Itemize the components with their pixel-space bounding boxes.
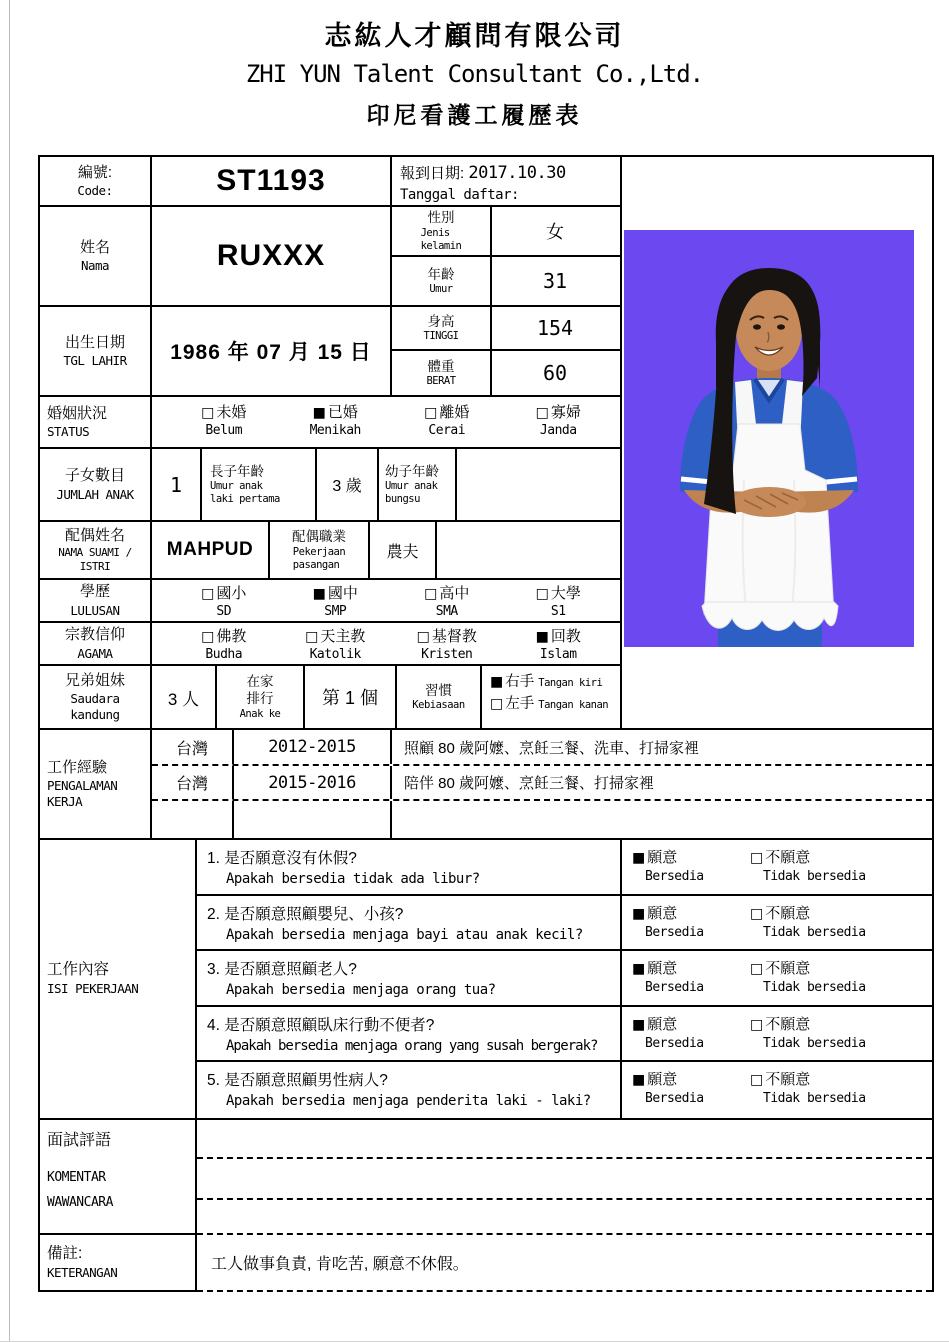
checkbox-checked: ■ <box>490 674 504 690</box>
name-value-cell <box>152 207 392 305</box>
children-count: 1 <box>169 472 183 497</box>
option-id: Kristen <box>421 647 473 662</box>
spouse-job-label-zh: 配偶職業 <box>292 529 346 545</box>
eldest-label-zh: 長子年齡 <box>210 463 264 479</box>
option-zh: 未婚 <box>216 404 247 421</box>
answer-willing <box>632 846 750 894</box>
hand-option-right <box>490 672 620 694</box>
checkbox-unchecked: □ <box>750 905 764 922</box>
spouse-job-cell <box>370 522 437 578</box>
question-text <box>197 951 622 1005</box>
eldest-age-cell <box>317 449 379 520</box>
religion-option-budha <box>168 625 280 662</box>
name-label-id: Nama <box>80 258 110 273</box>
option-id: Tidak bersedia <box>763 869 866 884</box>
habit-label-zh: 習慣 <box>425 682 452 698</box>
marital-options <box>152 397 622 447</box>
religion-option-islam <box>503 625 615 662</box>
option-zh: 願意 <box>647 904 678 922</box>
question-text <box>197 840 622 894</box>
option-zh: 願意 <box>647 1015 678 1033</box>
code-value: ST1193 <box>216 164 326 197</box>
rank-value: 第 1 個 <box>321 688 378 708</box>
option-id: Bersedia <box>645 1091 704 1107</box>
question-row-5 <box>197 1062 932 1118</box>
youngest-label-zh: 幼子年齡 <box>385 463 439 479</box>
option-id: Belum <box>205 423 243 438</box>
job-content-label <box>40 840 197 1118</box>
children-label-id: JUMLAH ANAK <box>56 486 134 502</box>
habit-label <box>397 666 482 728</box>
gender-label-zh: 性別 <box>427 210 455 226</box>
eldest-label <box>202 449 317 520</box>
checkbox-unchecked: □ <box>535 586 549 602</box>
education-option-sd <box>168 582 280 619</box>
marital-label-id: STATUS <box>47 424 90 439</box>
answer-unwilling <box>750 902 866 950</box>
work-exp-label-id1: PENGALAMAN <box>47 777 118 793</box>
checkbox-unchecked: □ <box>305 629 319 645</box>
checkbox-unchecked: □ <box>201 629 215 645</box>
siblings-label-id: Saudara kandung <box>70 690 120 723</box>
checkbox-unchecked: □ <box>750 961 764 978</box>
work-desc: 照顧 80 歲阿嬤、烹飪三餐、洗車、打掃家裡 <box>404 739 700 757</box>
work-place <box>152 801 234 838</box>
job-content-label-id: ISI PEKERJAAN <box>47 981 139 997</box>
question-text <box>197 1007 622 1061</box>
option-zh: 回教 <box>550 628 581 645</box>
remarks-value: 工人做事負責, 肯吃苦, 願意不休假。 <box>197 1235 932 1292</box>
spouse-job-label <box>270 522 370 578</box>
checkbox-unchecked: □ <box>750 1016 764 1033</box>
marital-label <box>40 397 152 447</box>
birth-label-zh: 出生日期 <box>64 333 125 351</box>
rank-value-cell <box>305 666 397 728</box>
gender-row <box>392 207 620 257</box>
option-id: Tidak bersedia <box>763 980 866 996</box>
work-exp-row-2 <box>152 766 932 801</box>
interview-label <box>40 1120 197 1235</box>
religion-label <box>40 623 152 664</box>
religion-label-id: AGAMA <box>77 645 113 661</box>
row-children <box>40 449 622 522</box>
option-zh: 已婚 <box>327 404 358 421</box>
code-label-zh: 編號: <box>77 163 113 181</box>
height-label-zh: 身高 <box>427 313 455 329</box>
gender-label <box>392 207 492 255</box>
option-zh: 願意 <box>647 849 678 866</box>
hand-option-left <box>490 694 620 716</box>
option-zh: 天主教 <box>320 628 366 645</box>
question-zh: 3. 是否願意照顧老人? <box>207 961 357 979</box>
answer-cell <box>622 1007 932 1061</box>
option-zh: 寡婦 <box>550 404 581 421</box>
code-value-cell <box>152 157 392 205</box>
job-content-label-zh: 工作內容 <box>47 961 110 979</box>
option-id: Bersedia <box>645 1035 704 1051</box>
religion-options <box>152 623 622 664</box>
height-weight-block <box>392 307 622 395</box>
option-id: Cerai <box>428 423 466 438</box>
eldest-label-id1: Umur anak <box>210 480 263 493</box>
spouse-label-zh: 配偶姓名 <box>64 526 125 544</box>
row-siblings <box>40 666 622 730</box>
spouse-label-id: NAMA SUAMI / ISTRI <box>58 545 132 574</box>
question-id: Apakah bersedia tidak ada libur? <box>226 871 480 887</box>
option-id: Tidak bersedia <box>763 924 866 940</box>
education-option-sma <box>391 582 503 619</box>
checkbox-unchecked: □ <box>201 586 215 602</box>
question-row-3 <box>197 951 932 1007</box>
spouse-job-label-id: Pekerjaan pasangan <box>292 545 346 571</box>
education-option-smp <box>280 582 392 619</box>
birth-label-id: TGL LAHIR <box>63 353 127 368</box>
name-value: RUXXX <box>216 239 326 272</box>
option-id: Bersedia <box>645 924 704 940</box>
report-date-label-zh: 報到日期: <box>400 165 465 182</box>
document-header <box>0 14 949 130</box>
checkbox-checked: ■ <box>632 961 646 978</box>
checkbox-checked: ■ <box>312 405 326 421</box>
checkbox-checked: ■ <box>632 1072 646 1089</box>
work-exp-label <box>40 730 152 838</box>
company-name-en: ZHI YUN Talent Consultant Co.,Ltd. <box>245 60 704 88</box>
checkbox-unchecked: □ <box>416 629 430 645</box>
children-label <box>40 449 152 520</box>
answer-unwilling <box>750 846 866 894</box>
row-name <box>40 207 622 307</box>
weight-value: 60 <box>542 361 568 385</box>
work-exp-row-1 <box>152 730 932 766</box>
option-zh: 左手 <box>505 695 535 712</box>
remarks-label-id: KETERANGAN <box>47 1264 118 1280</box>
comment-line <box>197 1200 932 1235</box>
report-date-line <box>400 162 620 183</box>
checkbox-checked: ■ <box>312 586 326 602</box>
spouse-empty-cell <box>437 522 622 578</box>
siblings-label <box>40 666 152 728</box>
checkbox-checked: ■ <box>632 1016 646 1033</box>
work-period <box>234 801 392 838</box>
row-work-experience <box>40 730 932 840</box>
gender-value: 女 <box>546 222 564 242</box>
checkbox-checked: ■ <box>632 905 646 922</box>
question-text <box>197 1062 622 1118</box>
age-value: 31 <box>542 269 568 293</box>
report-date-value: 2017.10.30 <box>468 163 566 183</box>
answer-cell <box>622 840 932 894</box>
answer-willing <box>632 1068 750 1118</box>
birth-value-cell <box>152 307 392 395</box>
option-id: SMA <box>435 604 458 619</box>
age-label-id: Umur <box>429 283 453 296</box>
spouse-job: 農夫 <box>386 543 419 561</box>
birth-value: 1986 年 07 月 15 日 <box>170 341 372 364</box>
eldest-age: 3 歲 <box>332 478 362 495</box>
option-id: Bersedia <box>645 980 704 996</box>
education-label-zh: 學歷 <box>79 583 110 601</box>
option-id: Bersedia <box>645 869 704 884</box>
option-zh: 不願意 <box>765 849 811 866</box>
option-zh: 大學 <box>550 585 581 602</box>
option-id: SD <box>216 604 232 619</box>
name-label <box>40 207 152 305</box>
option-id: Budha <box>205 647 243 662</box>
rank-label <box>217 666 305 728</box>
question-zh: 1. 是否願意沒有休假? <box>207 850 357 867</box>
education-option-s1 <box>503 582 615 619</box>
option-id: SMP <box>324 604 347 619</box>
option-zh: 願意 <box>647 960 678 978</box>
checkbox-unchecked: □ <box>750 850 764 866</box>
age-label <box>392 257 492 305</box>
option-zh: 不願意 <box>765 960 811 978</box>
religion-label-zh: 宗教信仰 <box>64 626 125 644</box>
checkbox-unchecked: □ <box>490 695 504 712</box>
job-content-questions <box>197 840 932 1118</box>
question-text <box>197 896 622 950</box>
age-row <box>392 257 620 305</box>
marital-label-zh: 婚姻狀況 <box>47 404 108 422</box>
work-desc <box>392 801 932 838</box>
question-row-1 <box>197 840 932 896</box>
option-id: Tidak bersedia <box>763 1035 866 1051</box>
rank-label-id: Anak ke <box>239 707 281 720</box>
hand-options <box>482 666 622 728</box>
rank-label-zh: 在家 排行 <box>246 673 274 707</box>
eldest-label-id2: laki pertama <box>210 493 280 506</box>
age-value-cell <box>492 257 618 305</box>
age-label-zh: 年齡 <box>427 266 455 282</box>
option-zh: 不願意 <box>765 1015 811 1033</box>
question-id: Apakah bersedia menjaga penderita laki - laki? <box>226 1093 591 1110</box>
answer-unwilling <box>750 1068 866 1118</box>
siblings-label-zh: 兄弟姐妹 <box>64 671 125 689</box>
report-date-cell <box>392 157 622 205</box>
checkbox-unchecked: □ <box>201 405 215 421</box>
row-spouse <box>40 522 622 580</box>
birth-label <box>40 307 152 395</box>
option-zh: 願意 <box>647 1071 678 1089</box>
height-value-cell <box>492 307 618 349</box>
religion-option-kristen <box>391 625 503 662</box>
youngest-label-id1: Umur anak <box>385 480 438 493</box>
marital-option-divorced <box>391 401 503 445</box>
children-count-cell <box>152 449 202 520</box>
children-label-zh: 子女數目 <box>64 467 125 485</box>
height-label-id: TINGGI <box>423 330 459 343</box>
row-remarks <box>40 1235 932 1292</box>
weight-label-id: BERAT <box>426 375 456 388</box>
marital-option-single <box>168 401 280 445</box>
applicant-photo <box>624 230 914 647</box>
code-label <box>40 157 152 205</box>
question-row-2 <box>197 896 932 952</box>
gender-value-cell <box>492 207 618 255</box>
work-exp-label-id2: KERJA <box>47 794 83 810</box>
row-marital <box>40 397 622 449</box>
question-id: Apakah bersedia menjaga bayi atau anak kecil? <box>226 926 583 943</box>
company-name-zh: 志紘人才顧問有限公司 <box>324 21 625 51</box>
row-birth <box>40 307 622 397</box>
option-zh: 基督教 <box>431 628 477 645</box>
question-id: Apakah bersedia menjaga orang yang susah bergerak? <box>226 1037 598 1054</box>
answer-cell <box>622 1062 932 1118</box>
youngest-label-id2: bungsu <box>385 493 420 506</box>
religion-option-katolik <box>280 625 392 662</box>
work-exp-rows <box>152 730 932 838</box>
row-job-content <box>40 840 932 1120</box>
checkbox-unchecked: □ <box>750 1072 764 1089</box>
report-date-label-id: Tanggal daftar: <box>400 187 519 203</box>
spouse-name-cell <box>152 522 270 578</box>
weight-label-zh: 體重 <box>427 358 455 374</box>
answer-unwilling <box>750 1013 866 1061</box>
checkbox-unchecked: □ <box>424 586 438 602</box>
option-zh: 國中 <box>327 585 358 602</box>
gender-age-block <box>392 207 622 305</box>
option-zh: 不願意 <box>765 904 811 922</box>
code-label-id: Code: <box>77 183 113 198</box>
comment-line <box>197 1159 932 1200</box>
work-period: 2015-2016 <box>234 766 392 799</box>
option-zh: 離婚 <box>439 404 470 421</box>
checkbox-checked: ■ <box>535 629 549 645</box>
question-zh: 2. 是否願意照顧嬰兒、小孩? <box>207 905 404 923</box>
option-zh: 高中 <box>439 585 470 602</box>
spouse-label <box>40 522 152 578</box>
work-exp-label-zh: 工作經驗 <box>47 758 108 776</box>
question-zh: 4. 是否願意照顧臥床行動不便者? <box>207 1016 435 1034</box>
marital-option-widow <box>503 401 615 445</box>
option-id: Menikah <box>309 423 361 438</box>
option-id: Tangan kanan <box>538 698 609 711</box>
answer-willing <box>632 957 750 1005</box>
checkbox-unchecked: □ <box>424 405 438 421</box>
weight-row <box>392 351 620 395</box>
work-place: 台灣 <box>152 766 234 799</box>
option-zh: 佛教 <box>216 628 247 645</box>
weight-value-cell <box>492 351 618 395</box>
comment-line <box>197 1120 932 1159</box>
interview-label-id1: KOMENTAR <box>47 1169 106 1185</box>
resume-table <box>38 155 934 1292</box>
row-code <box>40 157 622 207</box>
question-zh: 5. 是否願意照顧男性病人? <box>207 1072 388 1090</box>
height-value: 154 <box>536 316 574 340</box>
name-label-zh: 姓名 <box>79 238 110 256</box>
question-row-4 <box>197 1007 932 1063</box>
option-id: Tangan kiri <box>538 677 603 689</box>
option-id: Janda <box>539 423 577 438</box>
row-education <box>40 580 622 623</box>
option-zh: 國小 <box>216 585 247 602</box>
form-title: 印尼看護工履歷表 <box>366 102 583 128</box>
answer-willing <box>632 902 750 950</box>
work-desc: 陪伴 80 歲阿嬤、烹飪三餐、打掃家裡 <box>404 775 655 792</box>
question-id: Apakah bersedia menjaga orang tua? <box>226 982 496 999</box>
interview-comment-area <box>197 1120 932 1235</box>
checkbox-checked: ■ <box>632 850 646 866</box>
photo-cell <box>622 157 932 730</box>
remarks-label-zh: 備註: <box>47 1244 83 1262</box>
height-label <box>392 307 492 349</box>
education-options <box>152 580 622 621</box>
remarks-label <box>40 1235 197 1292</box>
answer-unwilling <box>750 957 866 1005</box>
marital-option-married <box>280 401 392 445</box>
option-zh: 右手 <box>505 674 535 690</box>
row-interview <box>40 1120 932 1235</box>
work-exp-row-3 <box>152 801 932 838</box>
answer-willing <box>632 1013 750 1061</box>
work-period: 2012-2015 <box>234 730 392 764</box>
option-zh: 不願意 <box>765 1071 811 1089</box>
option-id: Katolik <box>309 647 361 662</box>
siblings-count-cell <box>152 666 217 728</box>
habit-label-id: Kebiasaan <box>412 699 465 712</box>
weight-label <box>392 351 492 395</box>
checkbox-unchecked: □ <box>535 405 549 421</box>
row-religion <box>40 623 622 666</box>
siblings-count: 3 人 <box>167 689 200 709</box>
interview-label-id2: WAWANCARA <box>47 1195 113 1211</box>
answer-cell <box>622 951 932 1005</box>
gender-label-id: Jenis kelamin <box>420 226 462 252</box>
height-row <box>392 307 620 351</box>
work-place: 台灣 <box>152 730 234 764</box>
youngest-age-cell <box>457 449 622 520</box>
education-label-id: LULUSAN <box>70 602 120 618</box>
option-id: Tidak bersedia <box>763 1091 866 1107</box>
page-left-edge <box>9 0 10 1342</box>
education-label <box>40 580 152 621</box>
youngest-label <box>379 449 457 520</box>
answer-cell <box>622 896 932 950</box>
interview-label-zh: 面試評語 <box>47 1132 112 1149</box>
option-id: S1 <box>550 604 566 619</box>
option-id: Islam <box>539 647 577 662</box>
spouse-name: MAHPUD <box>166 539 254 560</box>
